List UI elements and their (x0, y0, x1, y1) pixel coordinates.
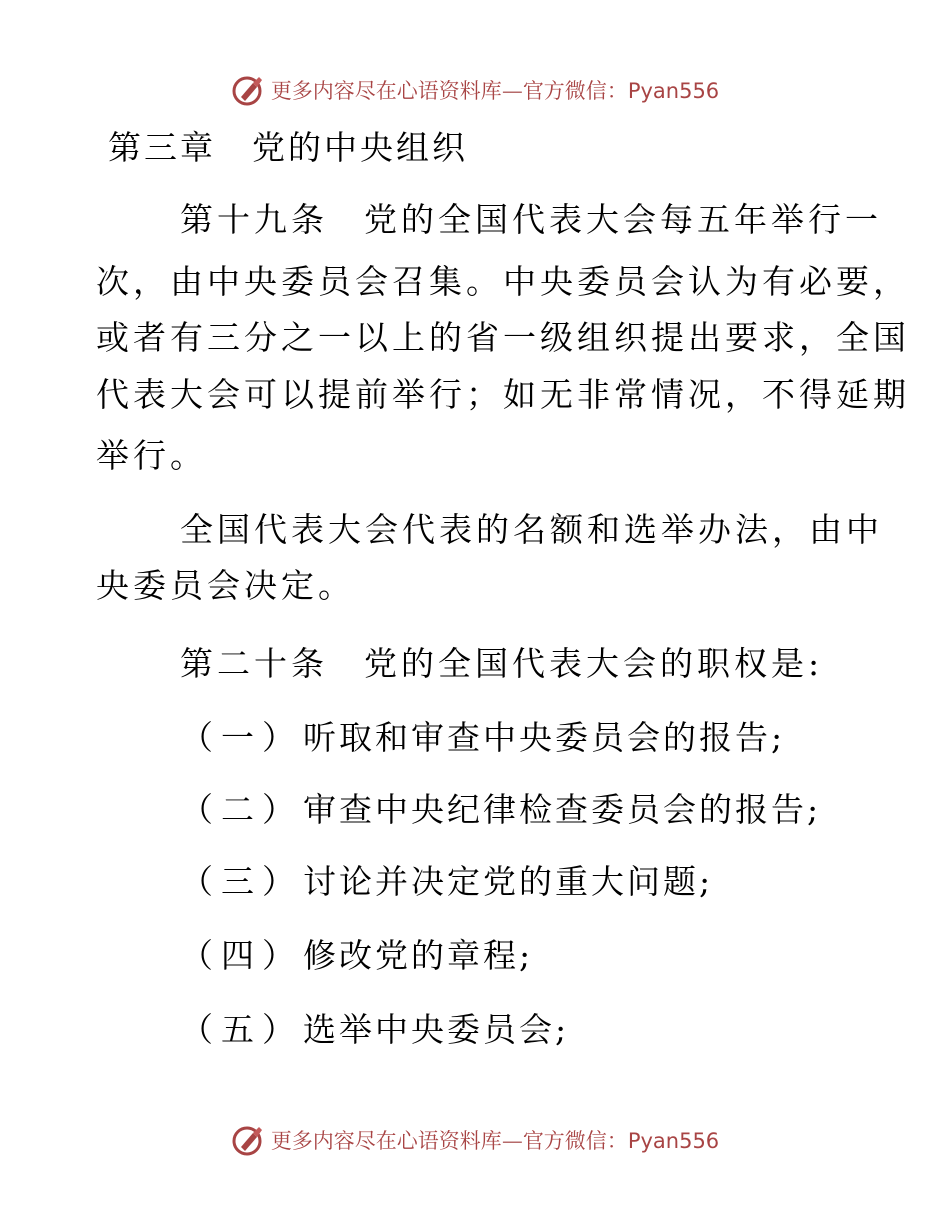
list-item: （二）审查中央纪律检查委员会的报告; (180, 790, 822, 829)
list-item: （三）讨论并决定党的重大问题; (180, 862, 714, 901)
article-19-heading: 第十九条 (180, 200, 328, 239)
watermark-text: 更多内容尽在心语资料库—官方微信：Pyan556 (270, 79, 720, 103)
watermark-banner-bottom (0, 1120, 950, 1160)
paragraph-line: 代表大会可以提前举行；如无非常情况，不得延期 (96, 375, 910, 414)
paragraph-line: 全国代表大会代表的名额和选举办法，由中 (180, 510, 883, 549)
article-20-heading: 第二十条 (180, 644, 328, 683)
chapter-heading (108, 128, 468, 168)
watermark-banner-top (0, 70, 950, 110)
paragraph-line: 举行。 (96, 436, 207, 475)
list-item: （一）听取和审查中央委员会的报告; (180, 718, 786, 757)
paragraph-line: 或者有三分之一以上的省一级组织提出要求，全国 (96, 318, 910, 357)
pen-nib-circle-icon (231, 1123, 265, 1157)
chapter-title: 党的中央组织 (252, 128, 468, 167)
list-item: （四）修改党的章程; (180, 936, 534, 975)
paragraph-line: 央委员会决定。 (96, 566, 355, 605)
watermark-text: 更多内容尽在心语资料库—官方微信：Pyan556 (270, 1129, 720, 1153)
list-item: （五）选举中央委员会; (180, 1010, 570, 1049)
article-20-first-line: 第二十条 党的全国代表大会的职权是: (180, 644, 824, 683)
pen-nib-circle-icon (231, 73, 265, 107)
article-19-first-line: 第十九条 党的全国代表大会每五年举行一 (180, 200, 882, 239)
paragraph-line: 次，由中央委员会召集。中央委员会认为有必要， (96, 262, 910, 301)
chapter-number: 第三章 (108, 128, 216, 167)
